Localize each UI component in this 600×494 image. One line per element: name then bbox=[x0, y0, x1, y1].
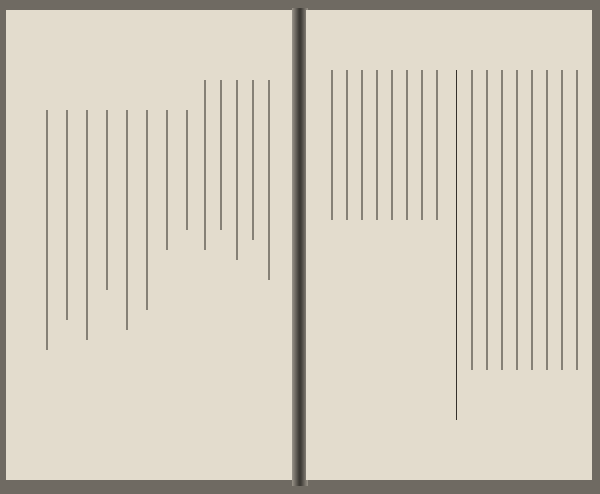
text-column bbox=[204, 80, 206, 250]
toc-entry bbox=[421, 70, 423, 220]
toc-entry bbox=[331, 70, 333, 220]
text-column bbox=[236, 80, 238, 260]
right-page bbox=[306, 10, 592, 480]
toc-entry bbox=[516, 70, 518, 370]
text-column bbox=[166, 110, 168, 250]
toc-entry bbox=[486, 70, 488, 370]
toc-entry bbox=[561, 70, 563, 370]
text-column bbox=[126, 110, 128, 330]
toc-entry bbox=[501, 70, 503, 370]
toc-entry bbox=[361, 70, 363, 220]
text-column bbox=[268, 80, 270, 280]
toc-entry bbox=[546, 70, 548, 370]
page-divider bbox=[456, 70, 457, 420]
toc-entry bbox=[376, 70, 378, 220]
toc-entry bbox=[346, 70, 348, 220]
text-column bbox=[86, 110, 88, 340]
text-column bbox=[106, 110, 108, 290]
toc-entry bbox=[576, 70, 578, 370]
toc-entry bbox=[436, 70, 438, 220]
toc-entry bbox=[531, 70, 533, 370]
text-column bbox=[220, 80, 222, 230]
toc-entry bbox=[391, 70, 393, 220]
text-column bbox=[66, 110, 68, 320]
toc-entry bbox=[406, 70, 408, 220]
left-page bbox=[6, 10, 294, 480]
text-column bbox=[46, 110, 48, 350]
text-column bbox=[252, 80, 254, 240]
toc-entry bbox=[471, 70, 473, 370]
text-column bbox=[146, 110, 148, 310]
text-column bbox=[186, 110, 188, 230]
